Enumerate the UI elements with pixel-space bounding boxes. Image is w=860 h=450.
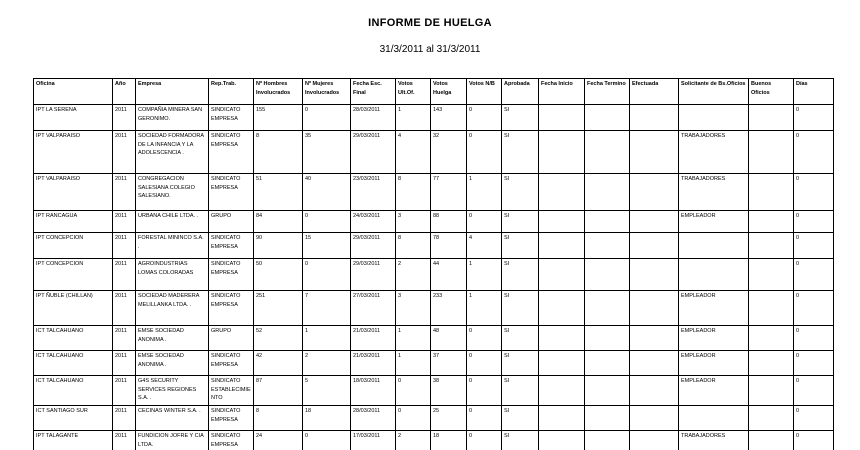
table-cell: 0	[467, 406, 502, 431]
table-cell	[679, 105, 749, 131]
table-cell: ICT TALCAHUANO	[34, 376, 113, 406]
table-cell: SINDICATO EMPRESA	[209, 131, 254, 174]
table-cell: 233	[431, 291, 467, 326]
table-row	[34, 431, 834, 450]
table-cell	[539, 431, 585, 450]
table-cell	[679, 259, 749, 291]
table-cell: 0	[794, 174, 834, 211]
table-cell: 8	[396, 174, 431, 211]
table-cell: 4	[467, 233, 502, 259]
table-cell: 0	[794, 406, 834, 431]
table-cell: SINDICATO EMPRESA	[209, 105, 254, 131]
table-cell: TRABAJADORES	[679, 131, 749, 174]
table-cell: 2011	[113, 376, 136, 406]
table-cell: 29/03/2011	[351, 233, 396, 259]
table-cell: ICT TALCAHUANO	[34, 326, 113, 351]
table-cell	[539, 259, 585, 291]
table-row	[34, 174, 834, 211]
table-cell: SINDICATO ESTABLECIMIENTO	[209, 376, 254, 406]
table-cell: 21/03/2011	[351, 351, 396, 376]
table-cell: 4	[396, 131, 431, 174]
table-cell: SI	[502, 326, 539, 351]
table-cell: IPT CONCEPCION	[34, 259, 113, 291]
table-cell	[630, 351, 679, 376]
table-cell: 0	[467, 105, 502, 131]
table-header	[34, 79, 834, 105]
table-cell: 8	[254, 131, 303, 174]
table-cell: COMPAÑIA MINERA SAN GERONIMO.	[136, 105, 209, 131]
table-cell	[630, 174, 679, 211]
column-header: Efectuada	[630, 79, 679, 105]
table-cell	[749, 211, 794, 233]
table-cell: 1	[467, 291, 502, 326]
table-cell: 0	[467, 211, 502, 233]
table-cell	[585, 233, 630, 259]
table-cell	[585, 376, 630, 406]
column-header: Rep.Trab.	[209, 79, 254, 105]
table-cell	[749, 406, 794, 431]
table-row	[34, 351, 834, 376]
table-cell: CECINAS WINTER S.A. .	[136, 406, 209, 431]
table-cell	[630, 131, 679, 174]
table-cell	[749, 105, 794, 131]
table-cell	[630, 326, 679, 351]
table-cell	[749, 131, 794, 174]
table-cell: 1	[396, 105, 431, 131]
table-cell	[539, 326, 585, 351]
table-cell: 2011	[113, 233, 136, 259]
table-cell: SI	[502, 376, 539, 406]
table-cell: 2011	[113, 259, 136, 291]
table-cell: 37	[431, 351, 467, 376]
table-cell: SI	[502, 406, 539, 431]
table-cell: SI	[502, 105, 539, 131]
table-cell: ICT SANTIAGO SUR	[34, 406, 113, 431]
table-cell: 51	[254, 174, 303, 211]
table-cell: SINDICATO EMPRESA	[209, 431, 254, 450]
table-cell	[679, 233, 749, 259]
table-cell: 0	[794, 351, 834, 376]
table-cell: 3	[396, 211, 431, 233]
table-cell: SI	[502, 233, 539, 259]
table-cell: 15	[303, 233, 351, 259]
table-cell: 42	[254, 351, 303, 376]
table-cell: 0	[794, 376, 834, 406]
table-cell	[585, 259, 630, 291]
table-cell: 25	[431, 406, 467, 431]
table-cell	[539, 233, 585, 259]
table-cell	[585, 105, 630, 131]
huelga-table	[33, 78, 834, 450]
table-cell: 143	[431, 105, 467, 131]
table-body	[34, 105, 834, 450]
table-cell	[585, 211, 630, 233]
table-cell: 29/03/2011	[351, 259, 396, 291]
table-cell	[539, 105, 585, 131]
table-cell	[630, 431, 679, 450]
report-date-range: 31/3/2011 al 31/3/2011	[379, 44, 481, 55]
table-cell: 84	[254, 211, 303, 233]
column-header: Votos N/B	[467, 79, 502, 105]
column-header: Solicitante de Bs.Oficios	[679, 79, 749, 105]
table-cell: 0	[303, 431, 351, 450]
table-cell: 2	[396, 259, 431, 291]
table-cell: EMPLEADOR	[679, 376, 749, 406]
table-cell: 40	[303, 174, 351, 211]
table-cell	[539, 351, 585, 376]
table-cell: G4S SECURITY SERVICES REGIONES S.A. .	[136, 376, 209, 406]
column-header: Fecha Termino	[585, 79, 630, 105]
table-cell: 251	[254, 291, 303, 326]
table-cell: 18/03/2011	[351, 376, 396, 406]
column-header: Empresa	[136, 79, 209, 105]
table-cell: 2011	[113, 326, 136, 351]
table-cell: EMPLEADOR	[679, 326, 749, 351]
table-cell: 1	[467, 259, 502, 291]
table-cell	[749, 259, 794, 291]
table-cell	[749, 326, 794, 351]
column-header: Fecha Esc. Final	[351, 79, 396, 105]
table-cell: EMPLEADOR	[679, 211, 749, 233]
table-cell: SOCIEDAD MADERERA MELILLANKA LTDA. .	[136, 291, 209, 326]
table-cell: 21/03/2011	[351, 326, 396, 351]
table-cell: ICT TALCAHUANO	[34, 351, 113, 376]
table-cell: SINDICATO EMPRESA	[209, 233, 254, 259]
table-cell: 90	[254, 233, 303, 259]
column-header: Año	[113, 79, 136, 105]
table-cell: 0	[396, 406, 431, 431]
table-cell: TRABAJADORES	[679, 174, 749, 211]
table-cell: IPT LA SERENA	[34, 105, 113, 131]
table-cell	[585, 174, 630, 211]
table-cell: 0	[794, 131, 834, 174]
table-cell: 78	[431, 233, 467, 259]
table-cell: 38	[431, 376, 467, 406]
table-cell: 50	[254, 259, 303, 291]
table-cell: SINDICATO EMPRESA	[209, 406, 254, 431]
table-cell: 1	[396, 351, 431, 376]
table-cell: 2011	[113, 174, 136, 211]
table-cell: 0	[303, 105, 351, 131]
table-cell: 0	[794, 233, 834, 259]
table-cell	[749, 351, 794, 376]
table-cell	[539, 131, 585, 174]
column-header: Oficina	[34, 79, 113, 105]
table-cell	[630, 406, 679, 431]
table-cell: 1	[303, 326, 351, 351]
table-cell: SINDICATO EMPRESA	[209, 351, 254, 376]
table-cell: EMSE SOCIEDAD ANONIMA .	[136, 326, 209, 351]
table-cell	[585, 326, 630, 351]
table-cell: 2011	[113, 291, 136, 326]
table-cell	[749, 233, 794, 259]
table-cell: 0	[467, 351, 502, 376]
table-cell: SI	[502, 431, 539, 450]
table-cell: 44	[431, 259, 467, 291]
table-cell	[585, 431, 630, 450]
table-cell: 3	[396, 291, 431, 326]
table-cell: 1	[396, 326, 431, 351]
table-cell	[539, 376, 585, 406]
table-cell: 0	[794, 326, 834, 351]
table-cell: SI	[502, 351, 539, 376]
table-cell: 87	[254, 376, 303, 406]
table-cell	[630, 259, 679, 291]
table-cell: SINDICATO EMPRESA	[209, 259, 254, 291]
table-cell	[679, 406, 749, 431]
table-row	[34, 406, 834, 431]
table-cell: 23/03/2011	[351, 174, 396, 211]
table-cell	[749, 376, 794, 406]
table-cell: 24/03/2011	[351, 211, 396, 233]
table-cell	[630, 211, 679, 233]
table-cell: 52	[254, 326, 303, 351]
table-cell: 77	[431, 174, 467, 211]
table-cell: 48	[431, 326, 467, 351]
table-cell	[749, 174, 794, 211]
table-cell: 88	[431, 211, 467, 233]
table-row	[34, 326, 834, 351]
table-cell: 18	[431, 431, 467, 450]
table-cell	[539, 174, 585, 211]
table-cell: 0	[467, 376, 502, 406]
table-cell	[630, 233, 679, 259]
table-cell: GRUPO	[209, 326, 254, 351]
table-cell	[539, 291, 585, 326]
table-cell: SI	[502, 131, 539, 174]
table-cell: 155	[254, 105, 303, 131]
table-cell: IPT TALAGANTE	[34, 431, 113, 450]
table-cell	[630, 376, 679, 406]
table-cell: 2011	[113, 431, 136, 450]
table-cell: 0	[303, 211, 351, 233]
report-title: INFORME DE HUELGA	[368, 17, 492, 29]
table-cell: SI	[502, 174, 539, 211]
table-row	[34, 376, 834, 406]
table-cell	[630, 105, 679, 131]
table-row	[34, 105, 834, 131]
table-row	[34, 131, 834, 174]
table-cell: 18	[303, 406, 351, 431]
table-cell: 27/03/2011	[351, 291, 396, 326]
table-cell: EMSE SOCIEDAD ANONIMA .	[136, 351, 209, 376]
table-cell: 17/03/2011	[351, 431, 396, 450]
table-cell: 0	[794, 105, 834, 131]
column-header: Días	[794, 79, 834, 105]
table-cell: SINDICATO EMPRESA	[209, 291, 254, 326]
table-cell: 7	[303, 291, 351, 326]
table-cell: GRUPO	[209, 211, 254, 233]
header-row	[34, 79, 834, 105]
table-cell: 0	[794, 259, 834, 291]
table-cell: IPT VALPARAISO	[34, 131, 113, 174]
table-cell: 29/03/2011	[351, 131, 396, 174]
table-cell: 0	[467, 431, 502, 450]
table-cell	[585, 291, 630, 326]
table-cell: EMPLEADOR	[679, 351, 749, 376]
table-cell: URBANA CHILE LTDA. .	[136, 211, 209, 233]
column-header: Fecha Inicio	[539, 79, 585, 105]
table-row	[34, 259, 834, 291]
column-header: Votos Ult.Of.	[396, 79, 431, 105]
table-cell: IPT VALPARAISO	[34, 174, 113, 211]
table-cell: 32	[431, 131, 467, 174]
table-cell	[749, 431, 794, 450]
table-cell: 0	[396, 376, 431, 406]
table-cell	[539, 406, 585, 431]
table-cell	[749, 291, 794, 326]
table-cell: 2011	[113, 406, 136, 431]
table-cell: 24	[254, 431, 303, 450]
table-cell: 0	[467, 326, 502, 351]
table-cell: 2011	[113, 211, 136, 233]
table-cell: 8	[396, 233, 431, 259]
table-cell: SOCIEDAD FORMADORA DE LA INFANCIA Y LA ADOLESCENCIA .	[136, 131, 209, 174]
table-cell: SI	[502, 291, 539, 326]
table-cell	[630, 291, 679, 326]
table-cell: 0	[794, 211, 834, 233]
table-cell: 35	[303, 131, 351, 174]
table-row	[34, 291, 834, 326]
table-cell: FORESTAL MININCO S.A. .	[136, 233, 209, 259]
column-header: Nº Hombres Involucrados	[254, 79, 303, 105]
table-cell: SI	[502, 211, 539, 233]
table-cell: IPT CONCEPCION	[34, 233, 113, 259]
column-header: Nº Mujeres Involucrados	[303, 79, 351, 105]
table-cell: 0	[794, 291, 834, 326]
table-cell	[585, 406, 630, 431]
table-row	[34, 233, 834, 259]
table-cell: 2	[303, 351, 351, 376]
table-cell: 2011	[113, 131, 136, 174]
table-cell: FUNDICION JOFRE Y CIA LTDA.	[136, 431, 209, 450]
table-cell: 2011	[113, 105, 136, 131]
table-cell	[539, 211, 585, 233]
column-header: Aprobada	[502, 79, 539, 105]
table-cell: 1	[467, 174, 502, 211]
table-cell: CONGREGACION SALESIANA COLEGIO SALESIANO.	[136, 174, 209, 211]
table-cell	[585, 351, 630, 376]
table-row	[34, 211, 834, 233]
table-cell: 8	[254, 406, 303, 431]
table-cell: 2011	[113, 351, 136, 376]
table-cell: 5	[303, 376, 351, 406]
table-cell: AGROINDUSTRIAS LOMAS COLORADAS	[136, 259, 209, 291]
table-cell: SINDICATO EMPRESA	[209, 174, 254, 211]
table-cell: 28/03/2011	[351, 406, 396, 431]
table-cell: IPT RANCAGUA	[34, 211, 113, 233]
table-cell: TRABAJADORES	[679, 431, 749, 450]
table-cell: 0	[467, 131, 502, 174]
table-cell: IPT ÑUBLE (CHILLAN)	[34, 291, 113, 326]
table-cell	[585, 131, 630, 174]
table-cell: EMPLEADOR	[679, 291, 749, 326]
table-cell: 0	[303, 259, 351, 291]
table-cell: 2	[396, 431, 431, 450]
column-header: Buenos Oficios	[749, 79, 794, 105]
table-cell: 28/03/2011	[351, 105, 396, 131]
table-cell: 0	[794, 431, 834, 450]
column-header: Votos Huelga	[431, 79, 467, 105]
table-cell: SI	[502, 259, 539, 291]
